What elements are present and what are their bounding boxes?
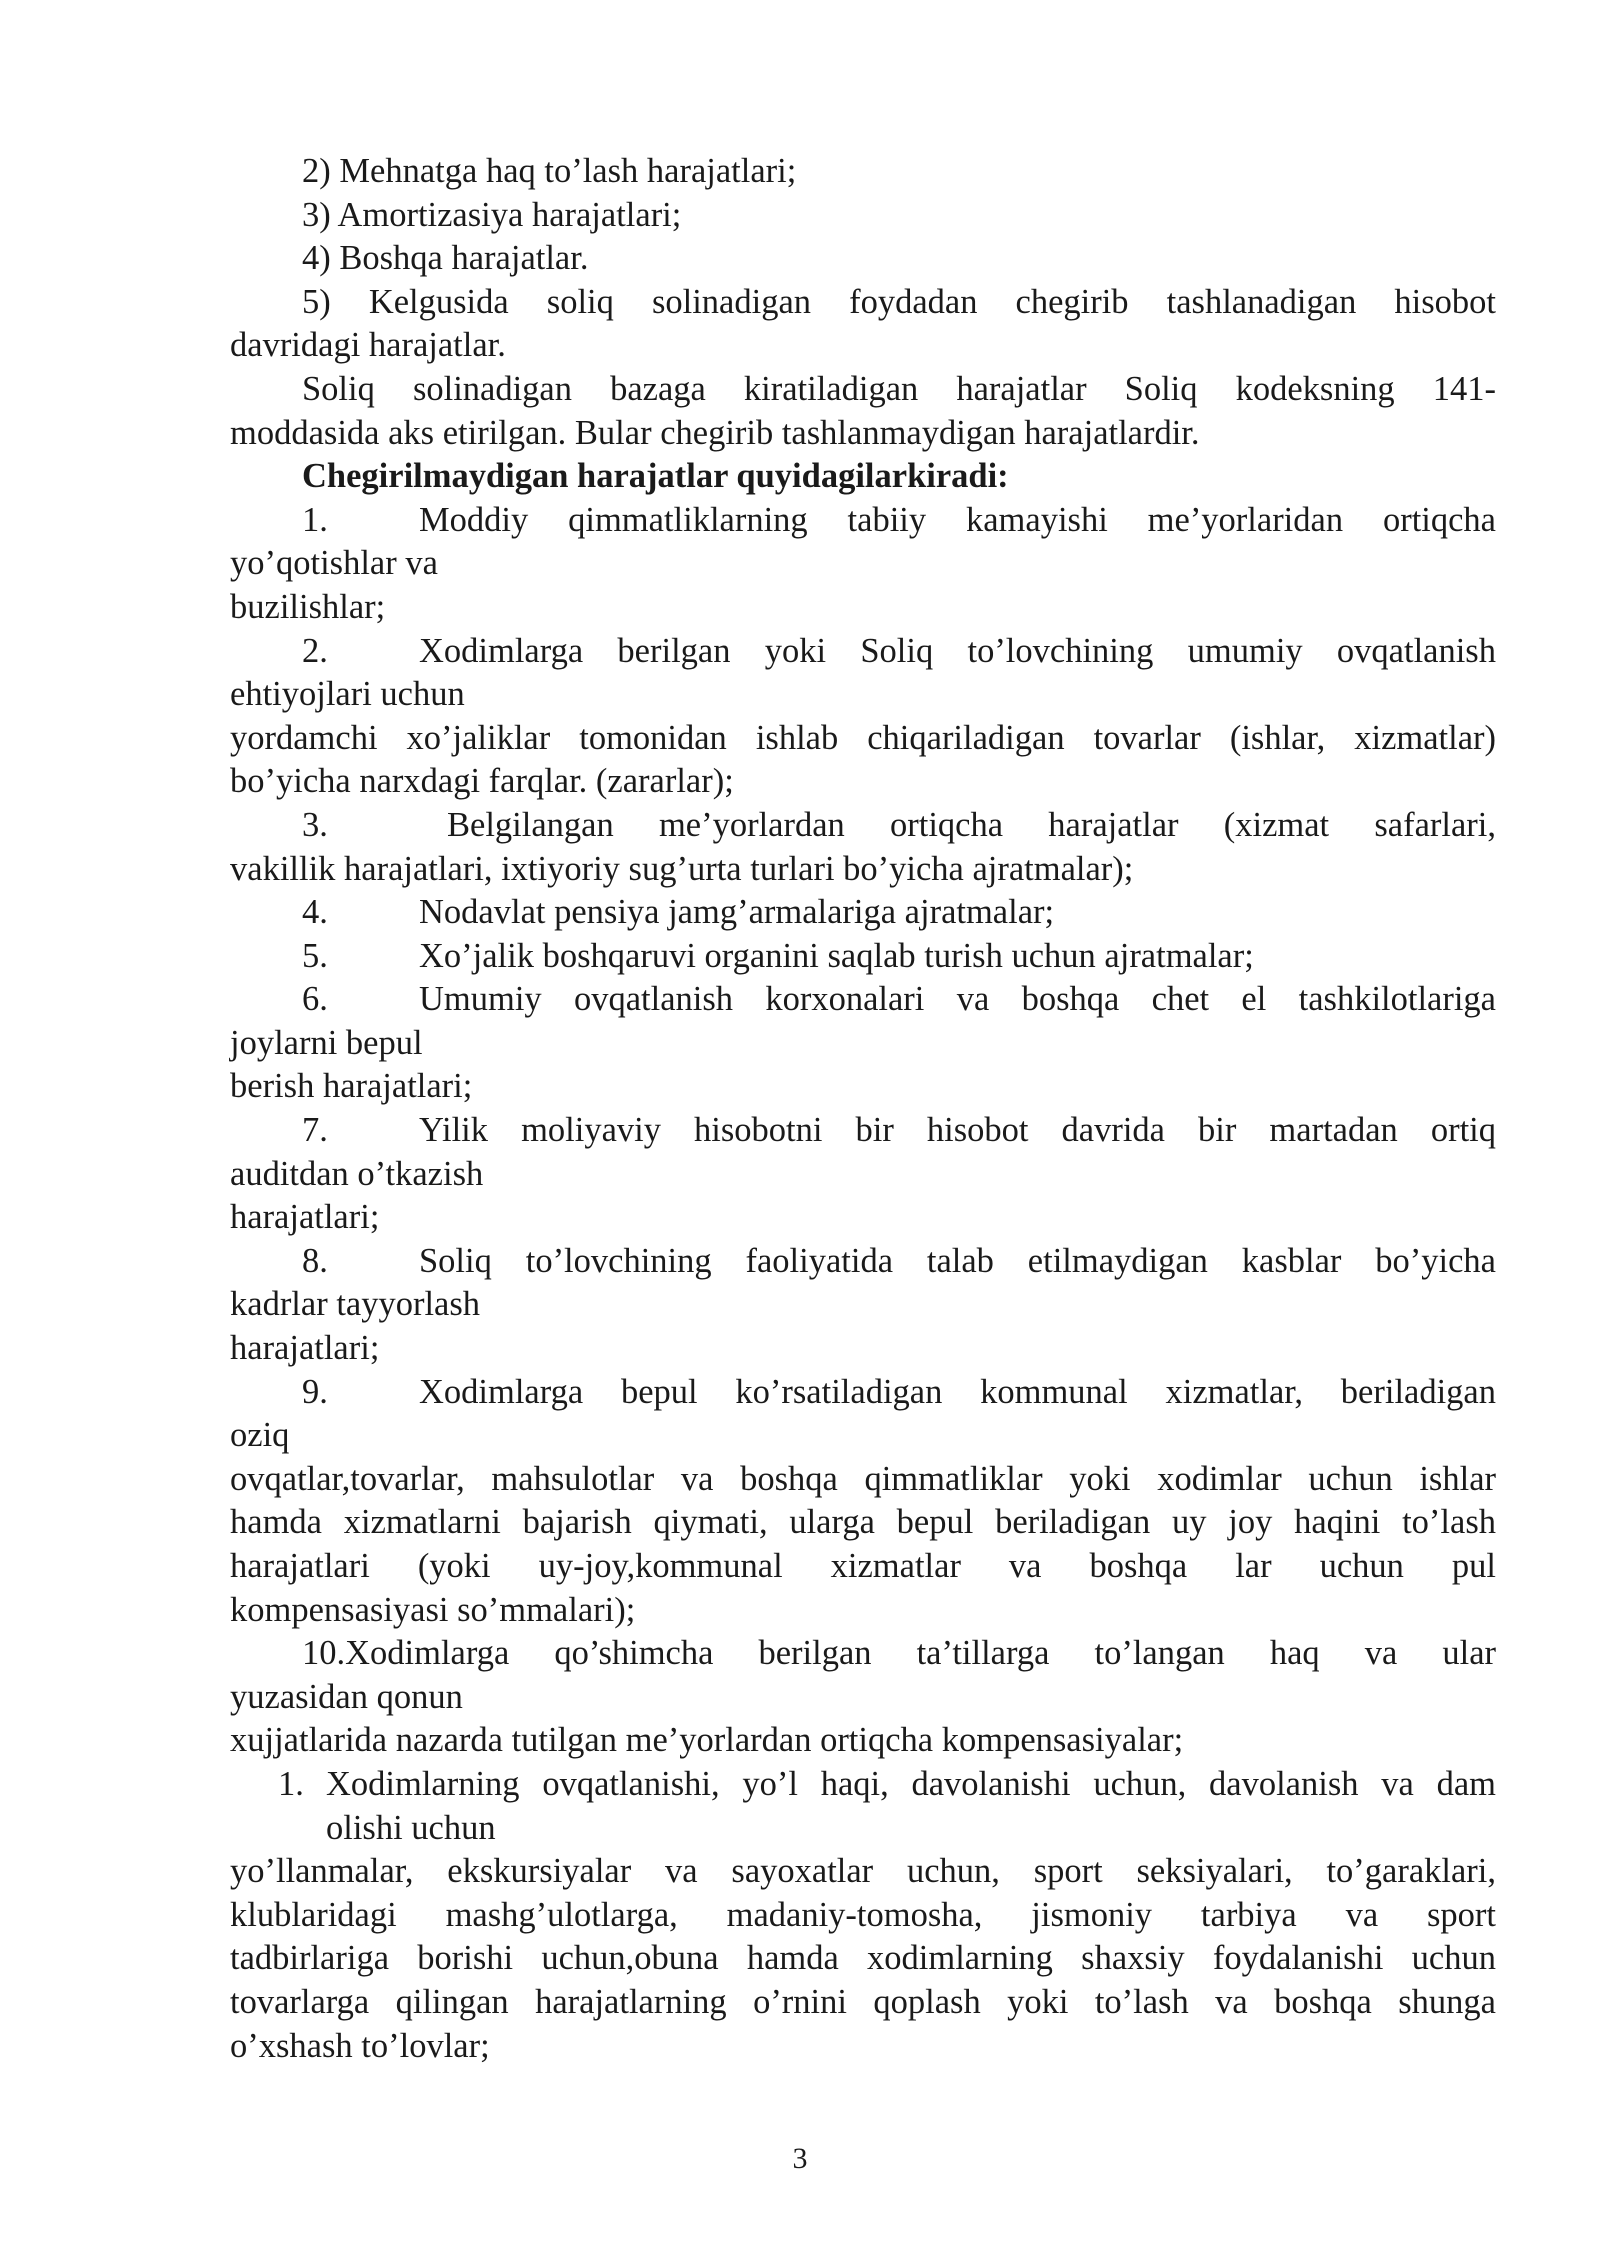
text-segment: Xodimlarning ovqatlanishi, yo’l haqi, davolanishi uchun, davolanish va dam (326, 1764, 1496, 1803)
text-line: harajatlari (yoki uy-joy,kommunal xizmatlar va boshqa lar uchun pul (230, 1547, 1496, 1585)
text-line: harajatlari; (230, 1198, 380, 1237)
section-heading: Chegirilmaydigan harajatlar quyidagilarkiradi: (302, 457, 1009, 496)
list-number: 3. (302, 805, 328, 844)
text-line: auditdan o’tkazish (230, 1154, 484, 1193)
list-item-line (230, 891, 1496, 935)
text-line: vakillik harajatlari, ixtiyoriy sug’urta turlari bo’yicha ajratmalar); (230, 849, 1134, 888)
list-item-line (230, 804, 1496, 848)
text-line: davridagi harajatlar. (230, 326, 506, 365)
text-line: buzilishlar; (230, 587, 386, 626)
text-line: joylarni bepul (230, 1023, 423, 1062)
list-item-line (230, 1109, 1496, 1153)
list-item-line (230, 935, 1496, 979)
text-line: tadbirlariga borishi uchun,obuna hamda xodimlarning shaxsiy foydalanishi uchun (230, 1939, 1496, 1978)
text-line: moddasida aks etirilgan. Bular chegirib tashlanmaydigan harajatlardir. (230, 413, 1200, 452)
text-segment: Xodimlarga berilgan yoki Soliq to’lovchining umumiy ovqatlanish (419, 631, 1496, 670)
text-segment: Soliq to’lovchining faoliyatida talab etilmaydigan kasblar bo’yicha (419, 1241, 1496, 1280)
list-number: 1. (278, 1764, 304, 1803)
list-number: 4. (302, 893, 328, 932)
list-item-line (230, 1240, 1496, 1284)
list-number: 9. (302, 1372, 328, 1411)
text-line: ehtiyojlari uchun (230, 675, 465, 714)
list-item-line (230, 1763, 1496, 1807)
text-segment: Nodavlat pensiya jamg’armalariga ajratmalar; (419, 893, 1055, 932)
text-line: yuzasidan qonun (230, 1677, 463, 1716)
text-line: hamda xizmatlarni bajarish qiymati, ularga bepul beriladigan uy joy haqini to’lash (230, 1503, 1496, 1542)
list-item-line (230, 499, 1496, 543)
text-segment: Moddiy qimmatliklarning tabiiy kamayishi me’yorlaridan ortiqcha (419, 500, 1496, 539)
list-item-line (230, 630, 1496, 674)
list-number: 2. (302, 631, 328, 670)
text-line: ovqatlar,tovarlar, mahsulotlar va boshqa qimmatliklar yoki xodimlar uchun ishlar (230, 1459, 1496, 1498)
text-segment: Belgilangan me’yorlardan ortiqcha harajatlar (xizmat safarlari, (447, 805, 1496, 844)
text-segment: Umumiy ovqatlanish korxonalari va boshqa chet el tashkilotlariga (419, 980, 1496, 1019)
page-number: 3 (792, 2142, 808, 2175)
text-line: kompensasiyasi so’mmalari); (230, 1590, 636, 1629)
text-line: 3) Amortizasiya harajatlari; (302, 195, 682, 234)
text-line: o’xshash to’lovlar; (230, 2026, 490, 2065)
list-number: 8. (302, 1241, 328, 1280)
list-number: 6. (302, 980, 328, 1019)
list-number: 5. (302, 936, 328, 975)
text-line: berish harajatlari; (230, 1067, 473, 1106)
text-line: xujjatlarida nazarda tutilgan me’yorlardan ortiqcha kompensasiyalar; (230, 1721, 1184, 1760)
text-segment: Xodimlarga bepul ko’rsatiladigan kommunal xizmatlar, beriladigan (419, 1372, 1496, 1411)
list-number: 1. (302, 500, 328, 539)
text-line: harajatlari; (230, 1329, 380, 1368)
text-line: olishi uchun (326, 1808, 496, 1847)
text-line: yo’qotishlar va (230, 544, 438, 583)
text-line: yordamchi xo’jaliklar tomonidan ishlab chiqariladigan tovarlar (ishlar, xizmatlar) (230, 718, 1496, 757)
text-line: 10.Xodimlarga qo’shimcha berilgan ta’tillarga to’langan haq va ular (302, 1634, 1496, 1673)
text-line: 2) Mehnatga haq to’lash harajatlari; (302, 152, 797, 190)
text-line: Soliq solinadigan bazaga kiratiladigan harajatlar Soliq kodeksning 141- (302, 369, 1496, 408)
text-line: bo’yicha narxdagi farqlar. (zararlar); (230, 762, 734, 801)
text-line: yo’llanmalar, ekskursiyalar va sayoxatlar uchun, sport seksiyalari, to’garaklari, (230, 1852, 1496, 1891)
list-number: 7. (302, 1111, 328, 1150)
list-item-line (230, 978, 1496, 1022)
text-line: kadrlar tayyorlash (230, 1285, 481, 1324)
text-segment: Yilik moliyaviy hisobotni bir hisobot davrida bir martadan ortiq (419, 1111, 1496, 1150)
text-segment: Xo’jalik boshqaruvi organini saqlab turish uchun ajratmalar; (419, 936, 1254, 975)
list-item-line (230, 1371, 1496, 1415)
text-line: 5) Kelgusida soliq solinadigan foydadan chegirib tashlanadigan hisobot (302, 282, 1496, 321)
document-page (230, 150, 1496, 2068)
text-line: 4) Boshqa harajatlar. (302, 239, 589, 278)
text-line: oziq (230, 1416, 290, 1455)
text-line: klublaridagi mashg’ulotlarga, madaniy-tomosha, jismoniy tarbiya va sport (230, 1895, 1496, 1934)
text-line: tovarlarga qilingan harajatlarning o’rnini qoplash yoki to’lash va boshqa shunga (230, 1982, 1496, 2021)
